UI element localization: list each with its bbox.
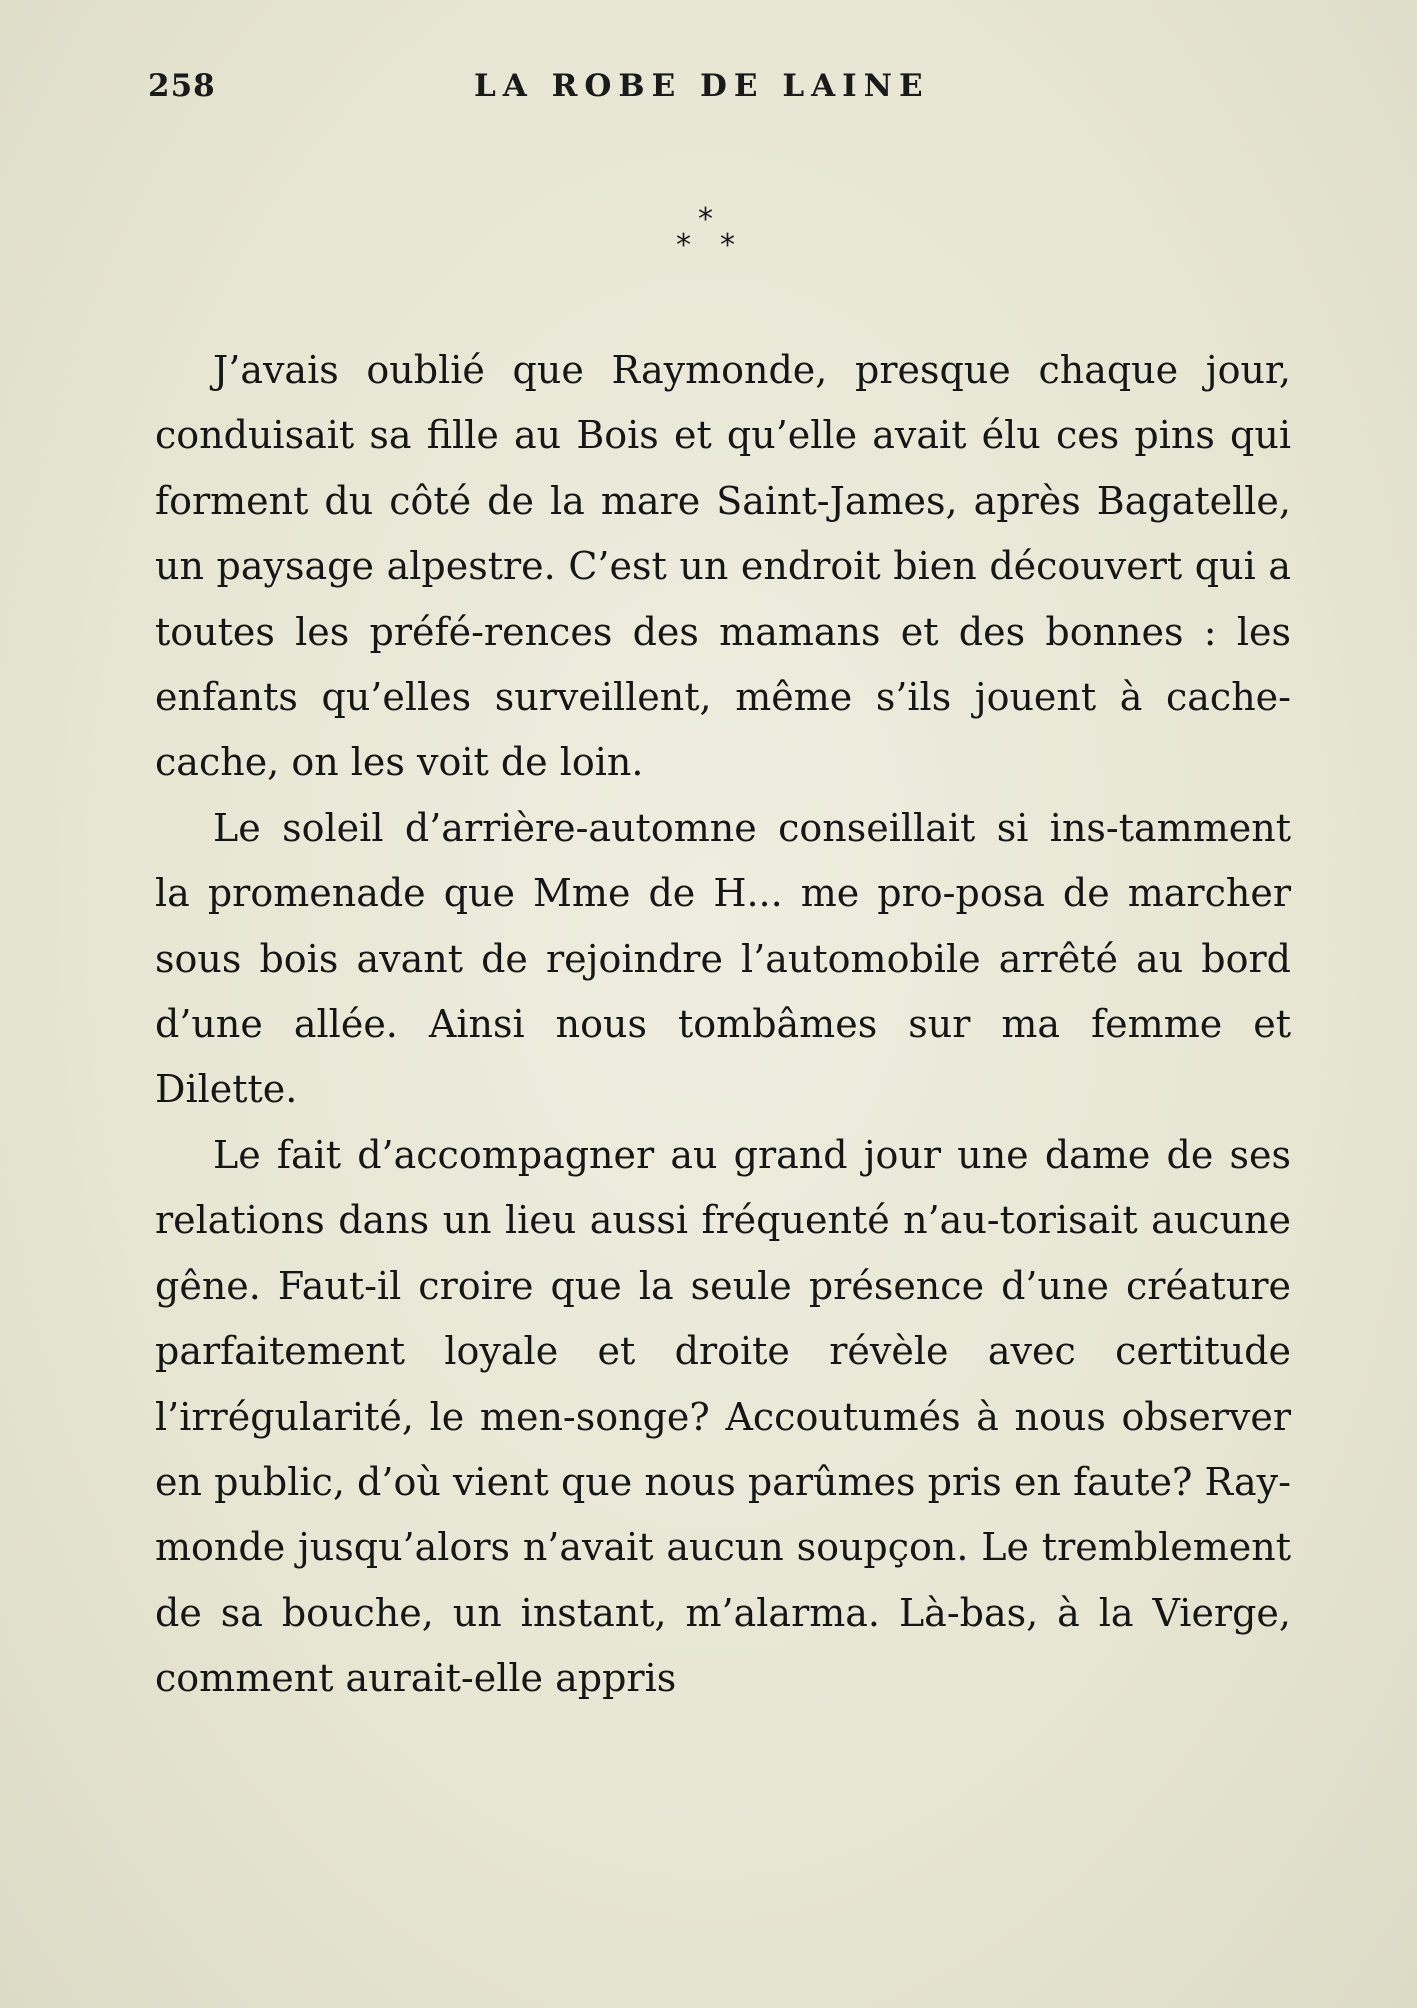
paragraph: J’avais oublié que Raymonde, presque chaque jour, conduisait sa fille au Bois et qu’elle avait élu ces pins qui forment du côté de la mare Saint-James, après Bagatelle, un paysage alpestre. C’est un endroit bien découvert qui a toutes les préfé-rences des mamans et des bonnes : les enfants qu’elles surveillent, même s’ils jouent à cache-cache, on les voit de loin.	[155, 348, 1291, 785]
asterisk-icon: *	[720, 228, 735, 263]
running-title: LA ROBE DE LAINE	[474, 68, 930, 104]
paragraph: Le fait d’accompagner au grand jour une dame de ses relations dans un lieu aussi fréquenté n’au-torisait aucune gêne. Faut-il croire que la seule présence d’une créature parfaitement loyale et droite révèle avec certitude l’irrégularité, le men-songe? Accoutumés à nous observer en public, d’où vient que nous parûmes pris en faute? Ray-monde jusqu’alors n’avait aucun soupçon. Le tremblement de sa bouche, un instant, m’alarma. Là-bas, à la Vierge, comment aurait-elle appris	[155, 1132, 1291, 1701]
asterisk-icon: *	[698, 202, 713, 237]
asterism-ornament	[676, 202, 746, 275]
asterisk-icon: *	[676, 228, 691, 263]
running-head	[148, 68, 1288, 118]
page-number: 258	[148, 68, 216, 104]
paragraph: Le soleil d’arrière-automne conseillait si ins-tamment la promenade que Mme de H... me pro-posa de marcher sous bois avant de rejoindre l’automobile arrêté au bord d’une allée. Ainsi nous tombâmes sur ma femme et Dilette.	[155, 805, 1291, 1112]
body-text	[155, 338, 1291, 1712]
